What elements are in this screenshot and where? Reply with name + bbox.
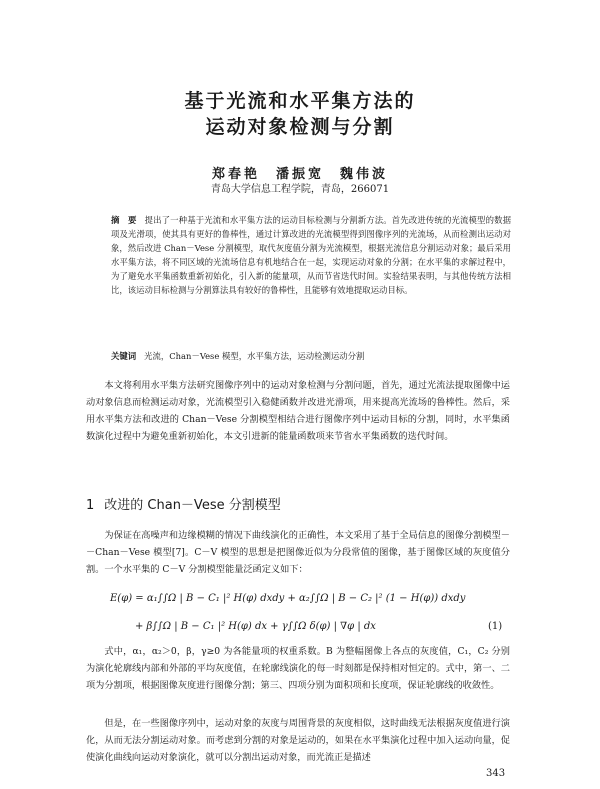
equation-line-2: + β∫∫Ω | B − C₁ |² H(φ) dx + γ∫∫Ω δ(φ) | ∇φ | dx	[135, 621, 376, 632]
author-list: 郑春艳 潘振宽 魏伟波	[211, 167, 388, 182]
equation-line-1: E(φ) = α₁∫∫Ω | B − C₁ |² H(φ) dxdy + α₂∫∫Ω | B − C₂ |² (1 − H(φ)) dxdy	[110, 593, 466, 604]
section-title: 改进的 Chan－Vese 分割模型	[104, 498, 281, 513]
section-number: 1	[86, 498, 95, 513]
abstract-label: 摘 要	[111, 215, 137, 225]
section-paragraph-3: 但是，在一些图像序列中，运动对象的灰度与周围背景的灰度相似，这时曲线无法根据灰度值进行演化，从而无法分割运动对象。而考虑到分割的对象是运动的，如果在水平集演化过程中加入运动向量，促使演化曲线向运动对象演化，就可以分割出运动对象，而光流正是描述	[86, 718, 510, 763]
keywords	[111, 349, 511, 363]
page-number: 343	[486, 768, 506, 779]
section-paragraph-2: 式中，α₁，α₂＞0，β，γ≥0 为各能量项的权重系数。B 为整幅图像上各点的灰度值，C₁，C₂ 分别为演化轮廓线内部和外部的平均灰度值，在轮廓线演化的每一时刻都是保持相对恒定的。式中，第一、二项为分割项，根据图像灰度进行图像分割；第三、四项分别为面积项和长度项，保证轮廓线的收敛性。	[86, 646, 510, 691]
section-paragraph-1: 为保证在高噪声和边缘模糊的情况下曲线演化的正确性，本文采用了基于全局信息的图像分割模型－－Chan－Vese 模型[7]。C－V 模型的思想是把图像近似为分段常值的图像，基于图像区域的灰度值分割。一个水平集的 C－V 分割模型能量泛函定义如下：	[86, 530, 510, 575]
abstract	[111, 213, 511, 297]
title-line-1: 基于光流和水平集方法的	[184, 90, 416, 112]
section-heading	[86, 494, 281, 513]
keywords-text: 光流，Chan－Vese 模型，水平集方法，运动检测运动分割	[144, 351, 365, 361]
keywords-label: 关键词	[111, 351, 137, 361]
intro-paragraph: 本文将利用水平集方法研究图像序列中的运动对象检测与分割问题，首先，通过光流法提取图像中运动对象信息而检测运动对象，光流模型引入稳健函数并改进光滑项，用来提高光流场的鲁棒性。然后，采用水平集方法和改进的 Chan－Vese 分割模型相结合进行图像序列中运动目标的分割，同时，水平集函数演化过程中为避免重新初始化，本文引进新的能量函数项来节省水平集函数的迭代时间。	[86, 380, 510, 442]
equation-number: (1)	[488, 621, 503, 632]
affiliation: 青岛大学信息工程学院，青岛，266071	[210, 184, 390, 195]
title-line-2: 运动对象检测与分割	[205, 116, 395, 138]
paper-title	[0, 88, 600, 140]
abstract-text: 提出了一种基于光流和水平集方法的运动目标检测与分割新方法。首先改进传统的光流模型的数据项及光滑项，使其具有更好的鲁棒性，通过计算改进的光流模型得到图像序列的光流场，从而检测出运动对象，然后改进 Chan－Vese 分割模型，取代灰度值分割为光流模型，根据光流信息分割运动对象；最后采用水平集方法，将不同区域的光流场信息有机地结合在一起，实现运动对象的分割；在水平集的求解过程中，为了避免水平集函数重新初始化，引入新的能量项，从而节省迭代时间。实验结果表明，与其他传统方法相比，该运动目标检测与分割算法具有较好的鲁棒性，且能够有效地提取运动目标。	[111, 215, 511, 295]
